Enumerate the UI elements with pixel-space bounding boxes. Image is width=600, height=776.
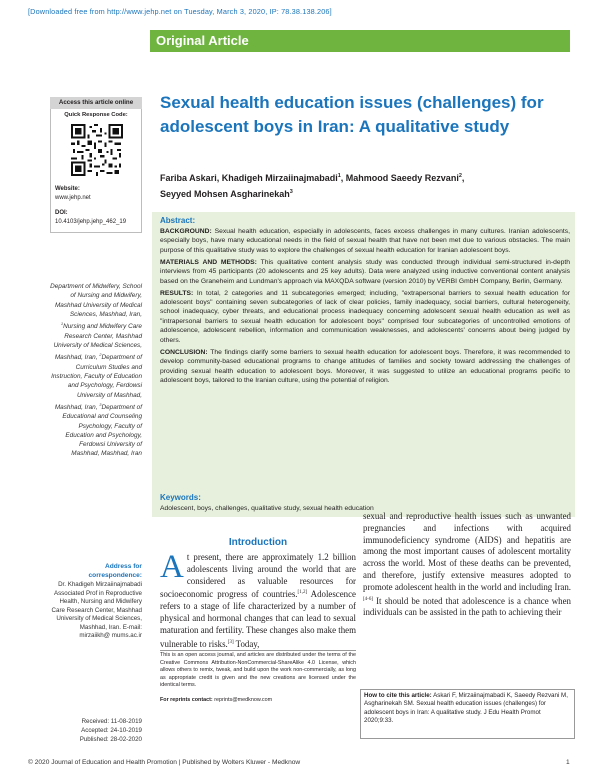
- affiliation-1: Department of Midwifery, School of Nursing and Midwifery, Mashhad University of Medical Sciences, Mashhad, Iran,: [50, 283, 142, 318]
- conclusion-label: CONCLUSION:: [160, 348, 208, 356]
- correspondence-address: Dr. Khadigeh Mirzaiinajmabadi Associated Prof in Reproductive Health, Nursing and Midwifery Care Research Center, Mashhad University of Medical Sciences, Mashhad, Iran. E-mail: mirzaiikh@ mums.ac.ir: [51, 581, 142, 639]
- results-text: In total, 2 categories and 11 subcategories emerged; including, "extrapersonal barriers to sexual health education for adolescent boys" containing seven subcategories of lack of clear policies, family inadequacy, social barriers, cultural heterogeneity, school inadequacy, cyber threats, and educational process inadequacy concerning adolescent sexual health education as well as "intrapersonal barriers to sexual health education for adolescent boys" comprised four subcategories of uncontrolled emotions of adolescence, adolescent rebellion, information and communication weaknesses, and adolescents' concerns about being judged by others.: [160, 289, 570, 344]
- cite-label: How to cite this article:: [364, 692, 432, 699]
- intro-right-text-2: It should be noted that adolescence is a chance when individuals can be assisted in the path to achieving their: [363, 595, 571, 618]
- aff-sup1: 1: [60, 321, 64, 327]
- affiliations: [50, 282, 142, 459]
- abstract-body: [160, 227, 570, 388]
- results-label: RESULTS:: [160, 289, 194, 297]
- keywords-heading: Keywords:: [160, 493, 201, 502]
- affiliation-2: Nursing and Midwifery Care Research Center, Mashhad University of Medical Sciences, Mashhad, Iran,: [53, 323, 142, 362]
- intro-text-1: t present, there are approximately 1.2 billion adolescents living around the world that are considered as valuable resources for socioeconomic progress of countries.: [160, 552, 356, 600]
- intro-text-2: Adolescence refers to a stage of life characterized by a number of physical and hormonal changes that can lead to sexual maturation and fertility. These changes also make them vulnerable to risks.: [160, 589, 356, 649]
- divider: [160, 650, 356, 651]
- article-type-label: Original Article: [156, 33, 249, 48]
- introduction-left-column: [160, 549, 356, 650]
- keywords-text: Adolescent, boys, challenges, qualitative study, sexual health education: [160, 505, 374, 512]
- doi-link[interactable]: 10.4103/jehp.jehp_462_19: [55, 219, 127, 225]
- author-sup1: 1: [337, 173, 341, 179]
- introduction-right-column: [363, 511, 571, 619]
- author-sup2: 2: [458, 173, 462, 179]
- reprints-contact: [160, 697, 272, 703]
- abstract-results: [160, 289, 570, 346]
- ref-3[interactable]: [3]: [227, 639, 234, 645]
- aff-sup3: 3: [99, 401, 102, 407]
- cite-body: Askari F, Mirzaiinajmabadi K, Saeedy Rezvani M, Asgharinekah SM. Sexual health education issues (challenges) for adolescent boys in Iran: A qualitative study. J Edu Health Promot 2020;9:33.: [364, 692, 568, 725]
- website-link[interactable]: www.jehp.net: [55, 195, 91, 201]
- authors-line1b: , Mahmood Saeedy Rezvani: [340, 173, 459, 183]
- intro-right-text-1: sexual and reproductive health issues such as unwanted pregnancies and infections with acquired immunodeficiency syndrome (AIDS) and hepatitis are among the most important causes of adolescent mortality across the world. Most of these deaths can be prevented, and therefore, justify extensive measures adopted to promote adolescent health in the world and including Iran.: [363, 511, 571, 592]
- reprints-label: For reprints contact:: [160, 697, 213, 703]
- affiliation-3: Department of Curriculum Studies and Instruction, Faculty of Education and Psychology, Ferdowsi University of Mashhad, Mashhad, Iran,: [51, 354, 142, 411]
- methods-label: MATERIALS AND METHODS:: [160, 258, 257, 266]
- affiliation-4: Department of Educational and Counseling Psychology, Faculty of Education and Psychology, Ferdowsi University of Mashhad, Mashhad, Iran: [62, 403, 142, 458]
- date-received: Received: 11-08-2019: [81, 718, 142, 725]
- website-label: Website:: [55, 186, 80, 192]
- abstract-conclusion: [160, 348, 570, 386]
- abstract-background: [160, 227, 570, 255]
- authors-line2: Seyyed Mohsen Asgharinekah: [160, 188, 290, 199]
- date-accepted: Accepted: 24-10-2019: [81, 726, 142, 734]
- page-number: 1: [566, 759, 570, 766]
- article-title: Sexual health education issues (challenges) for adolescent boys in Iran: A qualitative study: [160, 93, 544, 136]
- reprints-email[interactable]: reprints@medknow.com: [212, 697, 273, 703]
- aff-sup2: 2: [99, 352, 102, 358]
- background-label: BACKGROUND:: [160, 228, 212, 235]
- ref-4-6[interactable]: [4-6]: [363, 596, 373, 602]
- drop-cap: A: [160, 549, 184, 585]
- doi-label: DOI:: [55, 210, 68, 216]
- abstract-methods: [160, 258, 570, 286]
- qr-code-image[interactable]: [71, 124, 123, 176]
- author-list: Fariba Askari, Khadigeh Mirzaiinajmabadi$^1$, Mahmood Saeedy Rezvani$^2$, Seyyed Mohsen Asgharinekah$^3$: [160, 173, 465, 199]
- conclusion-text: The findings clarify some barriers to sexual health education for adolescent boys. Therefore, it was recommended to develop community-based educational programs to change attitudes of families and society toward addressing the challenges of providing sexual health education to adolescent boys. Moreover, it was suggested to utilize an educational programs pecific to adolescent boys, tailored to the Iranian culture, using the potential of religion.: [160, 348, 570, 384]
- article-dates: [50, 718, 142, 744]
- download-banner: [Downloaded free from http://www.jehp.net on Tuesday, March 3, 2020, IP: 78.38.138.206]: [28, 7, 332, 16]
- ref-1-2[interactable]: [1,2]: [297, 590, 308, 596]
- intro-text-3: Today,: [233, 638, 260, 649]
- date-published: Published: 28-02-2020: [79, 735, 142, 743]
- qr-code-label: Quick Response Code:: [64, 112, 128, 118]
- authors-line1: Fariba Askari, Khadigeh Mirzaiinajmabadi: [160, 173, 338, 183]
- methods-text: This qualitative content analysis study was conducted through individual semi-structured in-depth interviews from 45 participants (20 adolescents and 25 key adults). Data were analyzed using inductive conventional content analysis based on the Graneheim and Lundman's approach via MAXQDA software (version 2010) by VERBI GmbH Company, Berlin, Germany.: [160, 258, 570, 285]
- correspondence-heading: Address for correspondence:: [88, 563, 142, 579]
- access-heading: Access this article online: [50, 97, 142, 109]
- introduction-heading: Introduction: [228, 537, 288, 548]
- author-sup3: 3: [289, 188, 293, 195]
- open-access-notice: This is an open access journal, and articles are distributed under the terms of the Creative Commons Attribution-NonCommercial-ShareAlike 4.0 License, which allows others to remix, tweak, and build upon the work non-commercially, as long as appropriate credit is given and the new creations are licensed under the identical terms.: [160, 652, 356, 689]
- background-text: Sexual health education, especially in adolescents, faces excess challenges in many cultures. Iranian adolescents, especially boys, have many educational needs in the field of sexual health that have not been met due to various obstacles. The main purpose of this qualitative study was to explore the challenges of sexual health education for Iranian adolescent boys.: [160, 228, 570, 254]
- page-footer: © 2020 Journal of Education and Health Promotion | Published by Wolters Kluwer - Medknow: [28, 759, 301, 766]
- citation-text: [364, 692, 570, 726]
- abstract-heading: Abstract:: [160, 216, 196, 225]
